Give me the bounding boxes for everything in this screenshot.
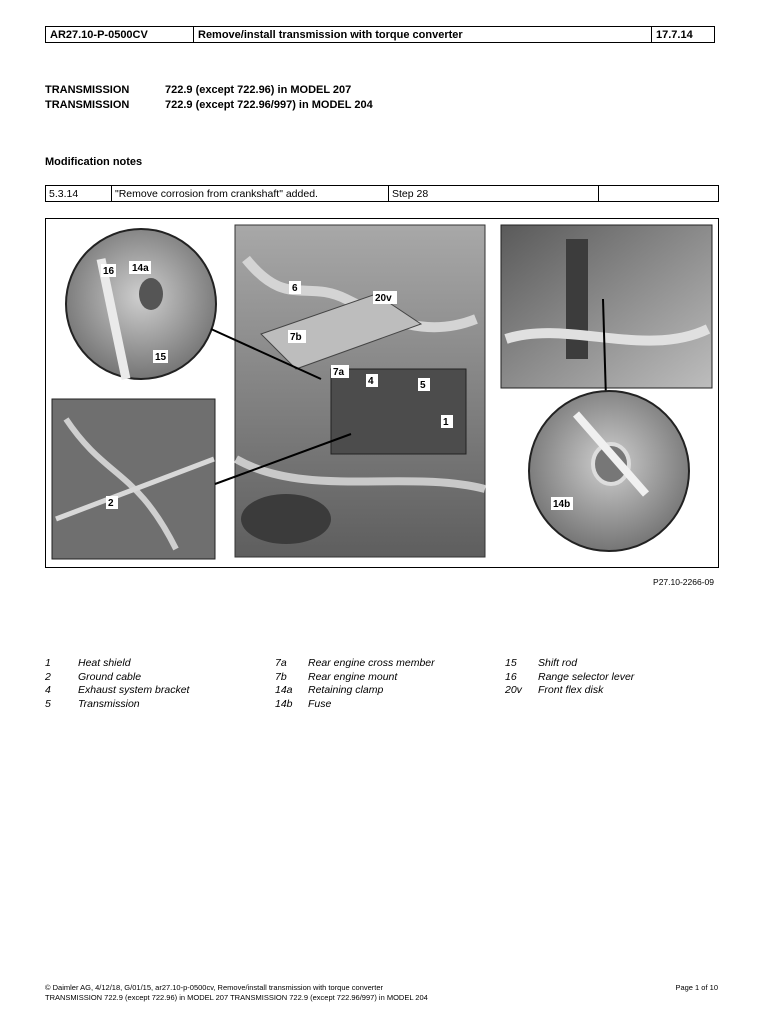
legend-item: 7a Rear engine cross member xyxy=(275,657,435,669)
callout-15: 15 xyxy=(155,352,167,363)
callout-14b: 14b xyxy=(553,499,571,510)
callout-16: 16 xyxy=(103,266,115,277)
callout-7a: 7a xyxy=(333,367,345,378)
callout-14a: 14a xyxy=(132,263,149,274)
callout-6: 6 xyxy=(292,283,298,294)
applicability-line-2: TRANSMISSION 722.9 (except 722.96/997) in MODEL 204 xyxy=(45,99,373,111)
legend-item: 5 Transmission xyxy=(45,697,140,710)
legend-item: 16 Range selector lever xyxy=(505,670,635,683)
callout-7b: 7b xyxy=(290,332,302,343)
modification-notes-title: Modification notes xyxy=(45,156,143,168)
figure-reference: P27.10-2266-09 xyxy=(653,577,714,587)
footer-line-1: © Daimler AG, 4/12/18, G/01/15, ar27.10-p-0500cv, Remove/install transmission with torque converter xyxy=(45,983,384,992)
legend-item: 2 Ground cable xyxy=(45,670,142,683)
legend-column-3 xyxy=(505,657,634,698)
mod-step: Step 28 xyxy=(389,186,599,201)
document-footer xyxy=(45,983,428,1003)
callout-4: 4 xyxy=(368,376,374,387)
mod-extra xyxy=(599,186,718,201)
doc-id: AR27.10-P-0500CV xyxy=(46,27,194,42)
legend-item: 20v Front flex disk xyxy=(505,684,604,696)
doc-date: 17.7.14 xyxy=(656,29,693,41)
legend-item: 7b Rear engine mount xyxy=(275,670,398,683)
footer-line-2: TRANSMISSION 722.9 (except 722.96) in MODEL 207 TRANSMISSION 722.9 (except 722.96/997) in MODEL 204 xyxy=(45,993,428,1002)
legend-item: 14a Retaining clamp xyxy=(275,684,384,696)
legend-item: 1 Heat shield xyxy=(45,657,131,669)
document-header xyxy=(45,26,715,43)
legend-item: 15 Shift rod xyxy=(505,657,578,669)
callout-20v: 20v xyxy=(375,293,392,304)
figure-illustration xyxy=(46,219,718,567)
legend-item: 4 Exhaust system bracket xyxy=(45,684,190,696)
doc-title: Remove/install transmission with torque converter xyxy=(194,27,652,42)
callout-5: 5 xyxy=(420,380,426,391)
legend-item: 14b Fuse xyxy=(275,697,332,710)
legend-column-1 xyxy=(45,657,189,711)
mod-date: 5.3.14 xyxy=(46,186,112,201)
callout-2: 2 xyxy=(108,498,114,509)
transmission-figure xyxy=(45,218,719,568)
applicability-line-1: TRANSMISSION 722.9 (except 722.96) in MODEL 207 xyxy=(45,84,352,96)
mod-note: "Remove corrosion from crankshaft" added. xyxy=(112,186,389,201)
legend-column-2 xyxy=(275,657,435,711)
modification-notes-table xyxy=(45,185,719,202)
callout-1: 1 xyxy=(443,417,449,428)
page-number: Page 1 of 10 xyxy=(675,983,718,992)
